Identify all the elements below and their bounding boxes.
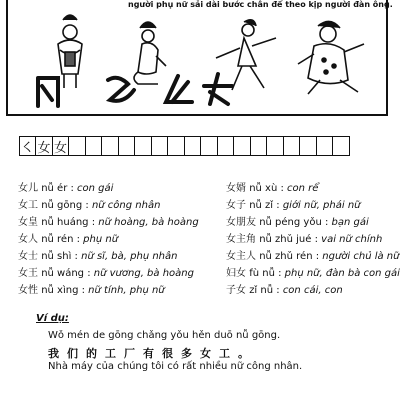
- vocab-pinyin: nǚ zhǔ jué: [259, 234, 312, 245]
- vocab-pinyin: nǚ ér: [41, 183, 68, 194]
- vocab-meaning: giới nữ, phái nữ: [282, 200, 361, 211]
- example-pinyin: Wǒ mén de gōng chǎng yǒu hěn duō nǚ gōng.: [48, 330, 281, 341]
- example-chinese: 我们的工厂有很多女工。: [48, 347, 257, 360]
- vocab-pinyin: fù nǚ: [249, 268, 275, 279]
- vocabulary-list-right: [226, 180, 400, 299]
- vocab-hanzi: 子女: [226, 285, 246, 296]
- grid-cell: [316, 136, 334, 156]
- example-label: Ví dụ:: [36, 313, 69, 324]
- vocab-hanzi: 女主角: [226, 234, 256, 245]
- evolving-glyphs: [38, 74, 232, 106]
- vocab-pinyin: nǚ zǐ: [249, 200, 274, 211]
- grid-cell: [233, 136, 251, 156]
- vocab-meaning: vai nữ chính: [321, 234, 383, 245]
- grid-cell: [266, 136, 284, 156]
- vocab-entry: 妇女 fù nǚ : phụ nữ, đàn bà con gái: [226, 268, 400, 279]
- vocab-meaning: nữ tính, phụ nữ: [88, 285, 165, 296]
- vocab-pinyin: nǚ xìng: [41, 285, 79, 296]
- vocab-pinyin: zǐ nǚ: [249, 285, 274, 296]
- illustration-caption: người phụ nữ sải dài bước chân để theo kịp người đàn ông.: [128, 0, 393, 9]
- grid-cell: [217, 136, 235, 156]
- grid-cell: [250, 136, 268, 156]
- vocab-hanzi: 女人: [18, 234, 38, 245]
- vocab-hanzi: 女婿: [226, 183, 246, 194]
- vocab-meaning: nữ hoàng, bà hoàng: [98, 217, 199, 228]
- figure-kneeling: [134, 22, 166, 84]
- vocab-entry: 女士 nǚ shì : nữ sĩ, bà, phụ nhân: [18, 251, 178, 262]
- vocab-meaning: con rể: [287, 183, 319, 194]
- grid-cell: [85, 136, 103, 156]
- grid-cell: [101, 136, 119, 156]
- vocab-meaning: nữ công nhân: [91, 200, 161, 211]
- vocab-pinyin: nǚ rén: [41, 234, 74, 245]
- vocab-hanzi: 妇女: [226, 268, 246, 279]
- grid-cell: [134, 136, 152, 156]
- vocab-pinyin: nǚ wáng: [41, 268, 85, 279]
- vocab-hanzi: 女士: [18, 251, 38, 262]
- figure-walking: [216, 20, 276, 90]
- grid-cell: 女: [52, 136, 70, 156]
- vocab-entry: 女儿 nǚ ér : con gái: [18, 183, 114, 194]
- stroke-practice-grid: [20, 136, 350, 156]
- vocab-entry: 女王 nǚ wáng : nữ vương, bà hoàng: [18, 268, 194, 279]
- grid-cell: [332, 136, 350, 156]
- vocab-meaning: con gái: [77, 183, 114, 194]
- vocab-meaning: bạn gái: [331, 217, 369, 228]
- grid-cell: [118, 136, 136, 156]
- vocab-meaning: phụ nữ: [83, 234, 119, 245]
- grid-cell: 女: [35, 136, 53, 156]
- vocab-entry: 女工 nǚ gōng : nữ công nhân: [18, 200, 161, 211]
- figure-standing: [58, 15, 82, 88]
- vocab-entry: 女皇 nǚ huáng : nữ hoàng, bà hoàng: [18, 217, 199, 228]
- vocab-entry: 子女 zǐ nǚ : con cái, con: [226, 285, 343, 296]
- vocab-entry: 女主角 nǚ zhǔ jué : vai nữ chính: [226, 234, 383, 245]
- vocab-hanzi: 女王: [18, 268, 38, 279]
- vocab-entry: 女朋友 nǚ péng yǒu : bạn gái: [226, 217, 369, 228]
- vocab-entry: 女主人 nǚ zhǔ rén : người chủ là nữ: [226, 251, 400, 262]
- vocabulary-list-left: [18, 180, 208, 299]
- grid-cell: [200, 136, 218, 156]
- vocab-pinyin: nǚ huáng: [41, 217, 89, 228]
- vocab-pinyin: nǚ zhǔ rén: [259, 251, 313, 262]
- vocab-meaning: con cái, con: [282, 285, 343, 296]
- vocab-entry: 女子 nǚ zǐ : giới nữ, phái nữ: [226, 200, 361, 211]
- vocab-pinyin: nǚ péng yǒu: [259, 217, 322, 228]
- grid-cell: [283, 136, 301, 156]
- vocab-entry: 女婿 nǚ xù : con rể: [226, 183, 319, 194]
- vocab-meaning: nữ sĩ, bà, phụ nhân: [81, 251, 178, 262]
- grid-cell: ㇛: [19, 136, 37, 156]
- vocab-entry: 女性 nǚ xìng : nữ tính, phụ nữ: [18, 285, 165, 296]
- grid-cell: [167, 136, 185, 156]
- vocab-pinyin: nǚ shì: [41, 251, 72, 262]
- grid-cell: [184, 136, 202, 156]
- grid-cell: [299, 136, 317, 156]
- vocab-hanzi: 女性: [18, 285, 38, 296]
- vocab-hanzi: 女儿: [18, 183, 38, 194]
- character-evolution-illustration: [8, 0, 390, 118]
- vocab-hanzi: 女皇: [18, 217, 38, 228]
- vocab-meaning: phụ nữ, đàn bà con gái: [284, 268, 400, 279]
- vocab-hanzi: 女主人: [226, 251, 256, 262]
- vocab-pinyin: nǚ xù: [249, 183, 278, 194]
- grid-cell: [151, 136, 169, 156]
- vocab-hanzi: 女朋友: [226, 217, 256, 228]
- vocab-meaning: nữ vương, bà hoàng: [93, 268, 194, 279]
- vocab-entry: 女人 nǚ rén : phụ nữ: [18, 234, 119, 245]
- figure-striding: [298, 21, 364, 94]
- vocab-hanzi: 女子: [226, 200, 246, 211]
- example-vietnamese: Nhà máy của chúng tôi có rất nhiều nữ công nhân.: [48, 361, 303, 372]
- vocab-hanzi: 女工: [18, 200, 38, 211]
- illustration-panel: [6, 0, 393, 116]
- vocab-meaning: người chủ là nữ: [322, 251, 400, 262]
- vocab-pinyin: nǚ gōng: [41, 200, 83, 211]
- grid-cell: [68, 136, 86, 156]
